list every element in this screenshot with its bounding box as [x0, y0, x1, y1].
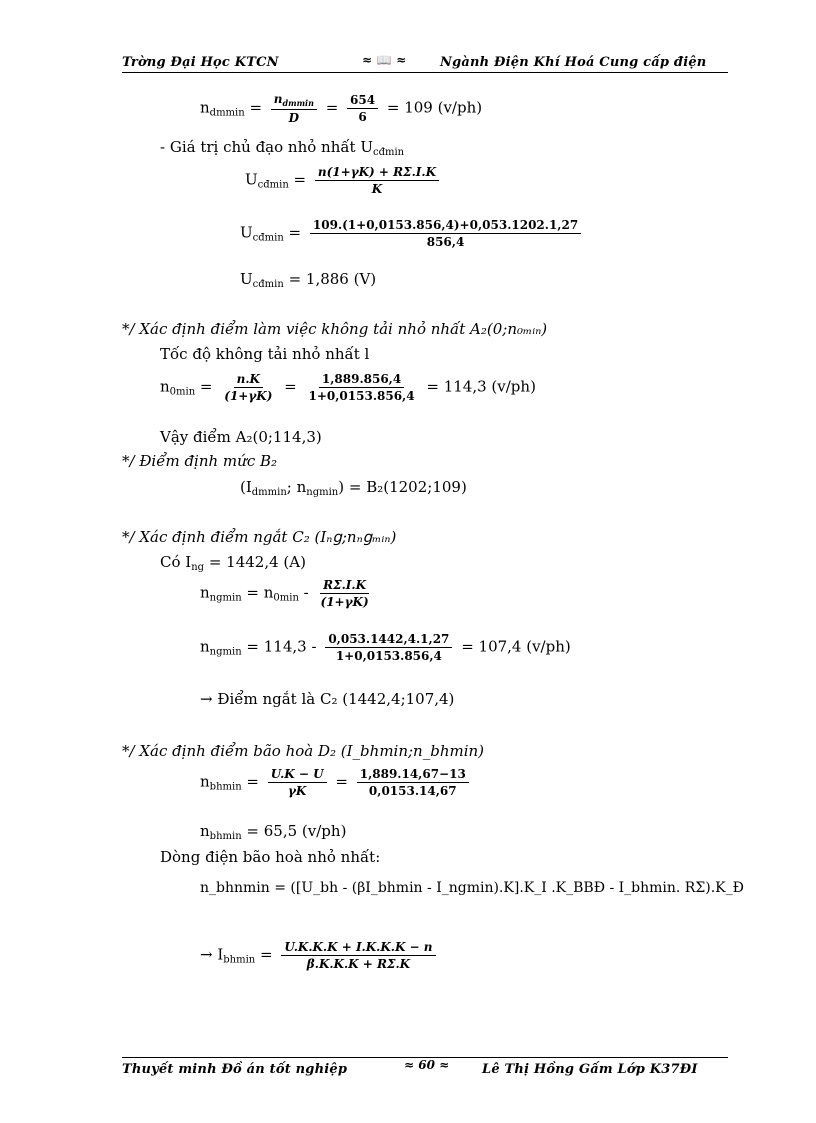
- sec1-line: Tốc độ không tải nhỏ nhất l: [160, 345, 370, 363]
- eq1: $n_{dmmin}$ = $\frac{n_{dmmin}}{D}$ = $\frac{654}{6}$ = 109 (v/ph): [200, 92, 483, 125]
- header-ornament: ≈ 📖 ≈: [362, 53, 407, 67]
- eq8: $n_{bhmin}$ = $\frac{U.K - U}{\gamma K}$ = $\frac{1,889.14,67-13}{0,0153.14,67}$: [200, 767, 473, 798]
- sec1-title: */ Xác định điểm làm việc không tải nhỏ nhất A₂(0;n₀ₘᵢₙ): [122, 320, 548, 338]
- footer-right: Lê Thị Hồng Gấm Lớp K37ĐI: [482, 1062, 698, 1077]
- sec2-title: */ Điểm định mức B₂: [122, 452, 278, 470]
- eq7: $n_{ngmin} = 114,3$ - $\frac{0,053.1442,4.1,27}{1+0,0153.856,4}$ = 107,4 (v/ph): [200, 632, 571, 663]
- header-left: Trờng Đại Học KTCN: [122, 55, 279, 70]
- sec4-title: */ Xác định điểm bão hoà D₂ (I_bhmin;n_bhmin): [122, 742, 485, 760]
- eq6: $n_{ngmin} = n_{0min}$ - $\frac{R\Sigma.I.K}{(1+\gamma K)}$: [200, 578, 369, 609]
- ucd-title: - Giá trị chủ đạo nhỏ nhất $U_{cđmin}$: [160, 138, 405, 158]
- eq2: $U_{cđmin}$ = $\frac{n(1+\gamma K) + R\Sigma.I.K}{K}$: [245, 165, 443, 196]
- sec3-title: */ Xác định điểm ngắt C₂ (Iₙ𝗀;nₙ𝗀ₘᵢₙ): [122, 528, 397, 546]
- footer-left: Thuyết minh Đồ án tốt nghiệp: [122, 1062, 348, 1077]
- eq5: $n_{0min}$ = $\frac{n.K}{(1+\gamma K)}$ = $\frac{1,889.856,4}{1+0,0153.856,4}$ = 114,3 (v/ph): [160, 372, 536, 403]
- page-number: ≈ 60 ≈: [404, 1058, 450, 1072]
- eq7-note: → Điểm ngắt là C₂ (1442,4;107,4): [200, 690, 455, 708]
- sec3-line: Có $I_{ng} = 1442,4$ (A): [160, 553, 306, 573]
- sec2-line: ($I_{dmmin}$; $n_{ngmin}$) = B₂(1202;109): [240, 478, 467, 498]
- eq9: $n_{bhmin} = 65,5$ (v/ph): [200, 822, 347, 842]
- sec4-line: Dòng điện bão hoà nhỏ nhất:: [160, 848, 381, 866]
- eq10: n_bhnmin = ([U_bh - (βI_bhmin - I_ngmin).K].K_I .K_BBĐ - I_bhmin. RΣ).K_Đ: [200, 880, 744, 896]
- sec1-result: Vậy điểm A₂(0;114,3): [160, 428, 322, 446]
- eq3: $U_{cđmin}$ = $\frac{109.(1+0,0153.856,4)+0,053.1202.1,27}{856,4}$: [240, 218, 585, 249]
- header-rule: [122, 72, 728, 73]
- eq11: → $I_{bhmin}$ = $\frac{U.K.K.K + I.K.K.K - n}{\beta.K.K.K + R\Sigma.K}$: [200, 940, 440, 971]
- header-right: Ngành Điện Khí Hoá Cung cấp điện: [440, 55, 707, 70]
- eq4: $U_{cđmin} = 1,886$ (V): [240, 270, 377, 290]
